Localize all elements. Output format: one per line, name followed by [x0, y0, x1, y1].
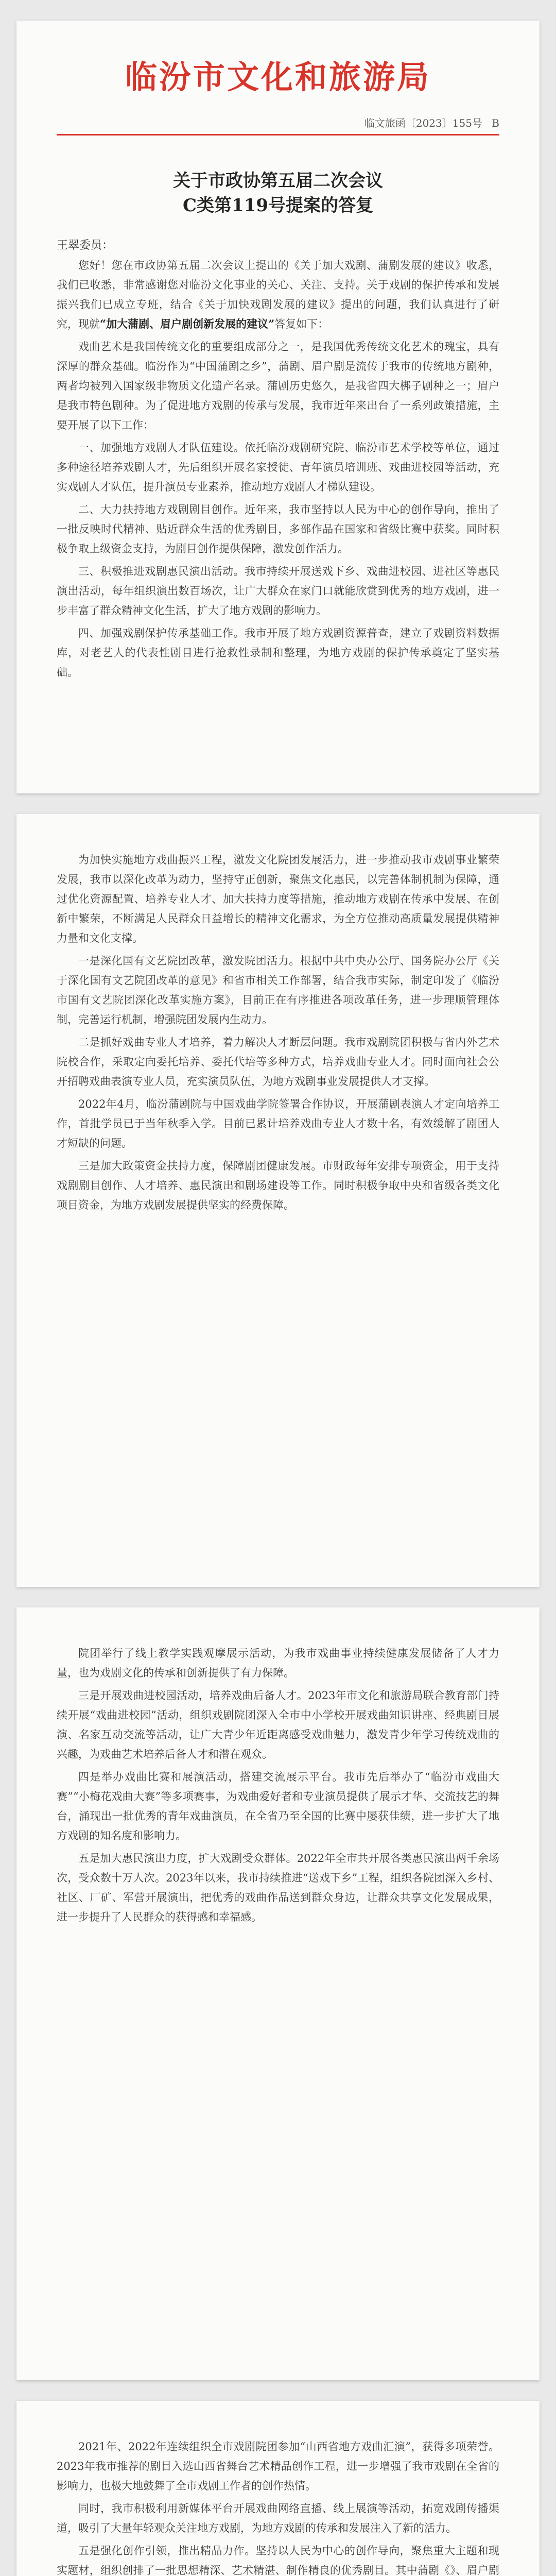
- letterhead: 临汾市文化和旅游局: [125, 58, 431, 96]
- paragraph: 五是强化创作引领，推出精品力作。坚持以人民为中心的创作导向，聚焦重大主题和现实题材，组织创排了一批思想精深、艺术精湛、制作精良的优秀剧目。其中蒲剧《》、眉户剧: [57, 2545, 499, 2576]
- paragraph: 一是深化国有文艺院团改革，激发院团活力。根据中共中央办公厅、国务院办公厅《关于深化国有文艺院团改革的意见》和省市相关工作部署，结合我市实际，制定印发了《临汾市国有文艺院团深化改革实施方案》，目前正在有序推进各项改革任务，进一步理顺管理体制，完善运行机制，增强院团发展内生动力。: [57, 955, 499, 1026]
- title-line-2: C类第119号提案的答复: [182, 195, 374, 216]
- paragraph: 2021年、2022年连续组织全市戏剧院团参加“山西省地方戏曲汇演”，获得多项荣誉。2023年我市推荐的剧目入选山西省舞台艺术精品创作工程，进一步增强了我市戏剧在全省的影响力，也极大地鼓舞了全市戏剧工作者的创作热情。: [57, 2441, 499, 2492]
- document-page-4: [16, 2401, 540, 2576]
- paragraph: 为加快实施地方戏曲振兴工程，激发文化院团发展活力，进一步推动我市戏剧事业繁荣发展，我市以深化改革为动力，坚持守正创新，聚焦文化惠民，以完善体制机制为保障，通过优化资源配置、培养专业人才、加大扶持力度等措施，推动地方戏剧在传承中发展、在创新中繁荣，不断满足人民群众日益增长的精神文化需求，为全方位推动高质量发展提供精神力量和文化支撑。: [57, 854, 499, 944]
- paragraph: 三、积极推进戏剧惠民演出活动。我市持续开展送戏下乡、戏曲进校园、进社区等惠民演出活动，每年组织演出数百场次，让广大群众在家门口就能欣赏到优秀的地方戏剧，进一步丰富了群众精神文化生活，扩大了地方戏剧的影响力。: [57, 565, 499, 617]
- doc-number-line: [57, 115, 499, 130]
- paragraph: 五是加大惠民演出力度，扩大戏剧受众群体。2022年全市共开展各类惠民演出两千余场次，受众数十万人次。2023年以来，我市持续推进“送戏下乡”工程，组织各院团深入乡村、社区、厂矿、军营开展演出，把优秀的戏曲作品送到群众身边，让群众共享文化发展成果，进一步提升了人民群众的获得感和幸福感。: [57, 1852, 499, 1923]
- paragraph: 2022年4月，临汾蒲剧院与中国戏曲学院签署合作协议，开展蒲剧表演人才定向培养工作，首批学员已于当年秋季入学。目前已累计培养戏曲专业人才数十名，有效缓解了剧团人才短缺的问题。: [57, 1098, 499, 1149]
- document-page-2: [16, 814, 540, 1587]
- paragraph: 二是抓好戏曲专业人才培养，着力解决人才断层问题。我市戏剧院团积极与省内外艺术院校合作，采取定向委托培养、委托代培等多种方式，培养戏曲专业人才。同时面向社会公开招聘戏曲表演专业人员，充实演员队伍，为地方戏剧事业发展提供人才支撑。: [57, 1036, 499, 1088]
- document-page-1: [16, 21, 540, 793]
- paragraph: 四、加强戏剧保护传承基础工作。我市开展了地方戏剧资源普查，建立了戏剧资料数据库，对老艺人的代表性剧目进行抢救性录制和整理，为地方戏剧的保护传承奠定了坚实基础。: [57, 627, 499, 679]
- paragraph-intro: [57, 256, 499, 334]
- intro-suffix: 答复如下：: [274, 318, 329, 330]
- intro-prefix: 您好！您在市政协第五届二次会议上提出的《关于加大戏剧、蒲剧发展的建议》收悉，我们已收悉，非常感谢您对临汾文化事业的关心、关注、支持。关于戏剧的保护传承和发展振兴我们已成立专班，结合《关于加快戏剧发展的建议》提出的问题，我们认真进行了研究，现就: [57, 259, 499, 330]
- salutation: 王翠委员：: [57, 239, 114, 252]
- paragraph: 三是开展戏曲进校园活动，培养戏曲后备人才。2023年市文化和旅游局联合教育部门持续开展“戏曲进校园”活动，组织戏剧院团深入全市中小学校开展戏曲知识讲座、经典剧目展演、名家互动交流等活动，让广大青少年近距离感受戏曲魅力，激发青少年学习传统戏曲的兴趣，为戏曲艺术培养后备人才和潜在观众。: [57, 1689, 499, 1760]
- paragraph: 戏曲艺术是我国传统文化的重要组成部分之一，是我国优秀传统文化艺术的瑰宝，具有深厚的群众基础。临汾作为“中国蒲剧之乡”，蒲剧、眉户剧是流传于我市的传统地方剧种，两者均被列入国家级非物质文化遗产名录。蒲剧历史悠久，是我省四大梆子剧种之一；眉户是我市特色剧种。为了促进地方戏剧的传承与发展，我市近年来出台了一系列政策措施，主要开展了以下工作：: [57, 341, 499, 431]
- red-rule: [57, 134, 499, 135]
- grade-mark: B: [492, 117, 499, 129]
- paragraph: 四是举办戏曲比赛和展演活动，搭建交流展示平台。我市先后举办了“临汾市戏曲大赛”“小梅花戏曲大赛”等多项赛事，为戏曲爱好者和专业演员提供了展示才华、交流技艺的舞台，涌现出一批优秀的青年戏曲演员，在全省乃至全国的比赛中屡获佳绩，进一步扩大了地方戏剧的知名度和影响力。: [57, 1771, 499, 1842]
- paragraph: 一、加强地方戏剧人才队伍建设。依托临汾戏剧研究院、临汾市艺术学校等单位，通过多种途径培养戏剧人才，先后组织开展名家授徒、青年演员培训班、戏曲进校园等活动，充实戏剧人才队伍，提升演员专业素养，推动地方戏剧人才梯队建设。: [57, 442, 499, 493]
- title-line-1: 关于市政协第五届二次会议: [173, 171, 383, 191]
- paragraph: 同时，我市积极利用新媒体平台开展戏曲网络直播、线上展演等活动，拓宽戏剧传播渠道，吸引了大量年轻观众关注地方戏剧，为地方戏剧的传承和发展注入了新的活力。: [57, 2502, 499, 2534]
- doc-number: 临文旅函〔2023〕155号: [364, 117, 482, 129]
- paragraph: 院团举行了线上教学实践观摩展示活动，为我市戏曲事业持续健康发展储备了人才力量，也为戏剧文化的传承和创新提供了有力保障。: [57, 1647, 499, 1679]
- paragraph: 三是加大政策资金扶持力度，保障剧团健康发展。市财政每年安排专项资金，用于支持戏剧剧目创作、人才培养、惠民演出和剧场建设等工作。同时积极争取中央和省级各类文化项目资金，为地方戏剧发展提供坚实的经费保障。: [57, 1160, 499, 1211]
- intro-highlight: “加大蒲剧、眉户剧创新发展的建议”: [100, 317, 275, 330]
- doc-title: [57, 168, 499, 218]
- paragraph: 二、大力扶持地方戏剧剧目创作。近年来，我市坚持以人民为中心的创作导向，推出了一批反映时代精神、贴近群众生活的优秀剧目，多部作品在国家和省级比赛中获奖。同时积极争取上级资金支持，为剧目创作提供保障，激发创作活力。: [57, 503, 499, 555]
- document-page-3: [16, 1607, 540, 2380]
